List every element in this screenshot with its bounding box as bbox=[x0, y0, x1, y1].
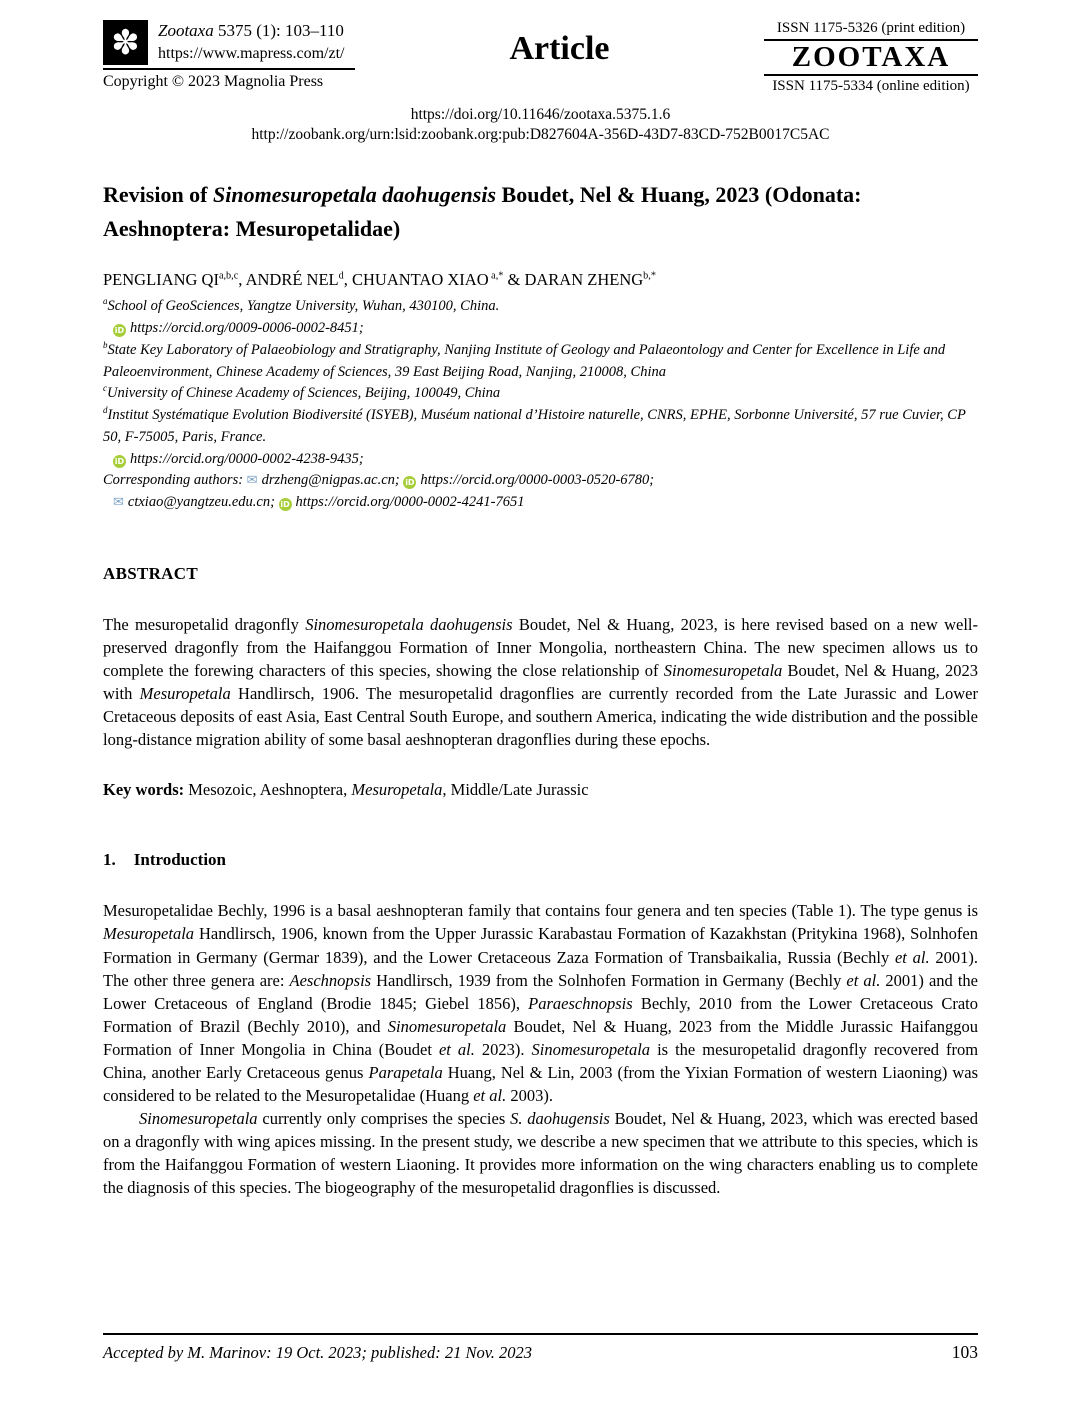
zootaxa-brand: ZOOTAXA bbox=[764, 39, 978, 76]
zootaxa-logo bbox=[103, 20, 148, 65]
mail-icon: ✉ bbox=[246, 473, 258, 489]
orcid-icon: iD bbox=[114, 456, 125, 466]
copyright-line: Copyright © 2023 Magnolia Press bbox=[103, 73, 324, 90]
orcid-link-line-2[interactable]: iD https://orcid.org/0000-0002-4238-9435; bbox=[114, 450, 364, 467]
identifier-block bbox=[103, 105, 978, 144]
page-footer bbox=[103, 1333, 978, 1363]
orcid-link-line-1[interactable]: iD https://orcid.org/0009-0006-0002-8451; bbox=[114, 320, 364, 337]
corresponding-authors-line-2[interactable]: ✉ ctxiao@yangtzeu.edu.cn; iD https://orcid.org/0000-0002-4241-7651 bbox=[103, 492, 978, 514]
masthead-left bbox=[103, 20, 355, 91]
zoobank-link[interactable]: http://zoobank.org/urn:lsid:zoobank.org:pub:D827604A-356D-43D7-83CD-752B0017C5AC bbox=[251, 125, 830, 143]
masthead bbox=[103, 20, 978, 95]
mail-icon: ✉ bbox=[113, 495, 124, 511]
intro-paragraph-1: Mesuropetalidae Bechly, 1996 is a basal aeshnopteran family that contains four genera and ten species (Table 1). The type genus is Mesuropetala Handlirsch, 1906, known from the Upper Jurassic Karabastau Formation of Kazakhstan (Pritykina 1968), Solnhofen Formation in Germany (Germar 1839), and the Lower Cretaceous Zaza Formation of Transbaikalia, Russia (Bechly et al. 2001). The other three genera are: Aeschnopsis Handlirsch, 1939 from the Solnhofen Formation in Germany (Bechly et al. 2001) and the Lower Cretaceous of England (Brodie 1845; Giebel 1856), Paraeschnopsis Bechly, 2010 from the Lower Cretaceous Crato Formation of Brazil (Bechly 2010), and Sinomesuropetala Boudet, Nel & Huang, 2023 from the Middle Jurassic Haifanggou Formation of Inner Mongolia in China (Boudet et al. 2023). Sinomesuropetala is the mesuropetalid dragonfly recovered from China, another Early Cretaceous genus Parapetala Huang, Nel & Lin, 2003 (from the Yixian Formation of western Liaoning) was considered to be related to the Mesuropetalidae (Huang et al. 2003). bbox=[103, 901, 979, 1106]
abstract-body: The mesuropetalid dragonfly Sinomesuropetala daohugensis Boudet, Nel & Huang, 2023, is here revised based on a new well-preserved dragonfly from the Haifanggou Formation of Inner Mongolia, northeastern China. The new specimen allows us to complete the forewing characters of this species, showing the close relationship of Sinomesuropetala Boudet, Nel & Huang, 2023 with Mesuropetala Handlirsch, 1906. The mesuropetalid dragonflies are currently recorded from the Late Jurassic and Lower Cretaceous deposits of east Asia, East Central South Europe, and southern America, indicating the wide distribution and the possible long-distance migration ability of some basal aeshnopteran dragonflies during these epochs. bbox=[103, 614, 979, 750]
intro-paragraph-2: Sinomesuropetala currently only comprises the species S. daohugensis Boudet, Nel & Huang, 2023, which was erected based on a dragonfly with wing apices missing. In the present study, we describe a new specimen that we attribute to this species, which is from the Haifanggou Formation of western Liaoning. It provides more information on the wing characters enabling us to complete the diagnosis of this species. The biogeography of the mesuropetalid dragonflies is discussed. bbox=[103, 1109, 978, 1198]
article-type-label: Article bbox=[509, 30, 610, 67]
accepted-published-line: Accepted by M. Marinov: 19 Oct. 2023; published: 21 Nov. 2023 bbox=[103, 1343, 533, 1362]
introduction-heading bbox=[103, 850, 978, 870]
abstract-heading: ABSTRACT bbox=[103, 563, 198, 583]
orcid-icon: iD bbox=[405, 478, 415, 488]
affiliation-line-a: $^a$School of GeoSciences, Yangtze University, Wuhan, 430100, China. bbox=[103, 296, 500, 315]
page-number: 103 bbox=[951, 1342, 978, 1362]
orcid-icon: iD bbox=[114, 326, 125, 336]
masthead-right bbox=[764, 20, 978, 95]
section-label: Introduction bbox=[133, 850, 227, 870]
issn-online: ISSN 1175-5334 (online edition) bbox=[772, 78, 970, 95]
authors-line: PENGLIANG QI$^{a,b,c}$, ANDRÉ NEL$^d$, CHUANTAO XIAO $^{a,*}$ & DARAN $ZHENG^{b,*}$ bbox=[103, 270, 656, 290]
affiliation-line-d: $^d$Institut Systématique Evolution Biodiversité (ISYEB), Muséum national d’Histoire naturelle, CNRS, EPHE, Sorbonne Université, 57 rue Cuvier, CP 50, F-75005, Paris, France. bbox=[103, 405, 966, 445]
journal-volume-line: Zootaxa 5375 (1): 103–110 bbox=[158, 21, 344, 40]
affiliation-line-c: $^c$University of Chinese Academy of Sciences, Beijing, 100049, China bbox=[103, 383, 501, 402]
corresponding-authors-line[interactable]: Corresponding authors: ✉ drzheng@nigpas.ac.cn; iD https://orcid.org/0000-0003-0520-6780; bbox=[103, 470, 978, 492]
issn-print: ISSN 1175-5326 (print edition) bbox=[776, 20, 966, 36]
section-number: 1. bbox=[103, 850, 116, 870]
masthead-left-divider bbox=[103, 68, 355, 70]
orcid-icon: iD bbox=[280, 500, 290, 510]
paper-title: Revision of Sinomesuropetala daohugensis Boudet, Nel & Huang, 2023 (Odonata: Aeshnoptera: Mesuropetalidae) bbox=[103, 182, 862, 242]
affiliation-line-b: $^b$State Key Laboratory of Palaeobiology and Stratigraphy, Nanjing Institute of Geology and Palaeontology and Center for Excellence in Life and Paleoenvironment, Chinese Academy of Sciences, 39 East Beijing Road, Nanjing, 210008, China bbox=[103, 339, 946, 380]
keywords-line: Key words: Mesozoic, Aeshnoptera, Mesuropetala, Middle/Late Jurassic bbox=[103, 780, 589, 800]
flower-icon: ✽ bbox=[111, 22, 140, 63]
affiliations-block bbox=[103, 296, 978, 514]
journal-url-link[interactable]: https://www.mapress.com/zt/ bbox=[158, 45, 345, 62]
doi-link[interactable]: https://doi.org/10.11646/zootaxa.5375.1.6 bbox=[410, 106, 671, 124]
